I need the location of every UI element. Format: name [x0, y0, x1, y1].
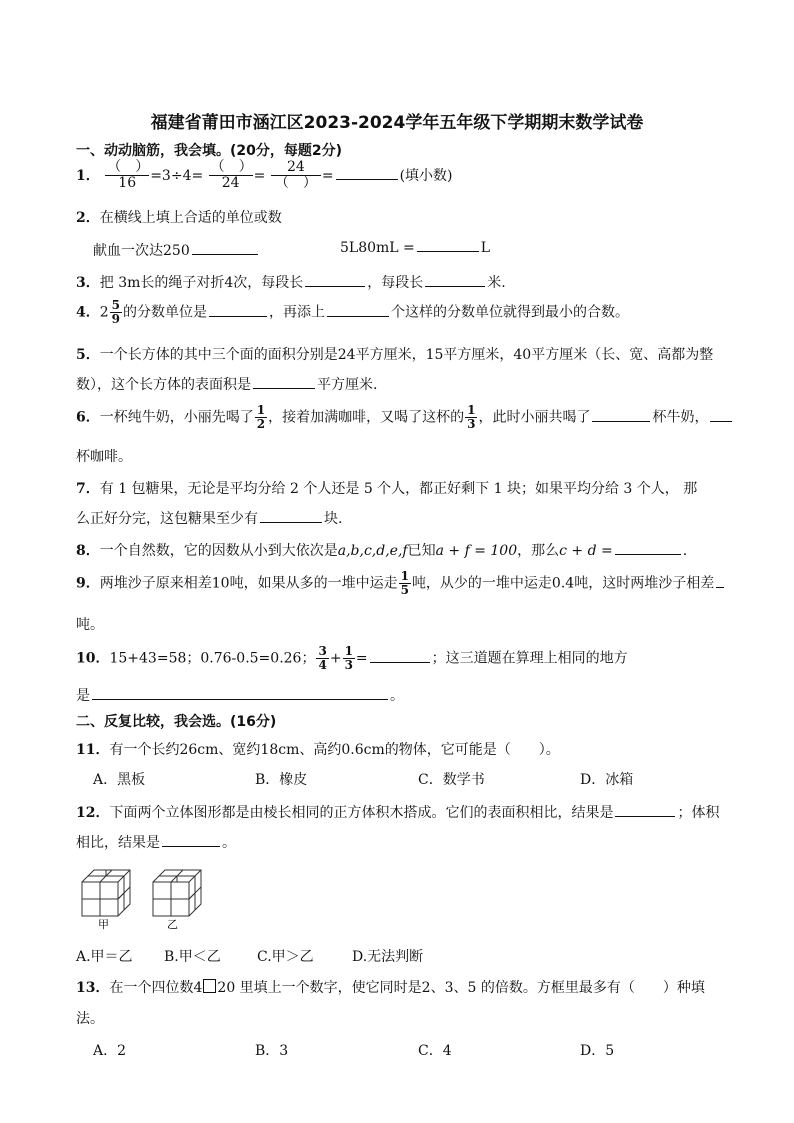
choice-option[interactable]: C．数学书: [418, 772, 485, 788]
mixed-number-whole: 2: [99, 304, 109, 321]
question-5: [76, 344, 713, 364]
choice-option[interactable]: D．冰箱: [580, 772, 634, 788]
answer-blank[interactable]: [162, 845, 220, 847]
answer-blank[interactable]: [253, 387, 315, 389]
question-13-line-2: [76, 1008, 104, 1028]
question-9: [76, 570, 726, 597]
question-text: 。: [390, 688, 404, 704]
question-9-line-2: [76, 614, 104, 634]
question-number: 10．: [76, 650, 110, 667]
equation-text: c + d =: [559, 543, 613, 559]
hint-text: (填小数): [399, 167, 453, 184]
question-text: ，接着加满咖啡，又喝了这杯的: [268, 409, 465, 426]
question-text: 在一个四位数4: [109, 980, 203, 996]
question-13: [76, 977, 705, 997]
operator: =: [355, 650, 368, 667]
question-text: 15+43=58；0.76-0.5=0.26；: [109, 650, 316, 667]
equation-text: =3÷4=: [150, 167, 204, 184]
question-number: 13．: [76, 980, 110, 996]
question-text: ，每段长: [367, 275, 424, 291]
question-4: [76, 299, 629, 326]
question-text: 是: [76, 688, 90, 704]
fraction: $\frac{1}{3}$: [344, 644, 353, 673]
question-text: 相比，结果是: [76, 835, 160, 851]
equation-text: =: [253, 167, 266, 184]
fraction: $\frac{( )}{16}$: [107, 159, 150, 192]
choice-option[interactable]: B．3: [255, 1043, 289, 1059]
answer-blank[interactable]: [592, 420, 650, 422]
choice-option[interactable]: B．橡皮: [255, 772, 308, 788]
question-5-line-2: [76, 374, 377, 394]
choice-option[interactable]: D.无法判断: [352, 949, 424, 965]
question-3: [76, 272, 506, 292]
question-2: [76, 207, 282, 227]
fraction: $\frac{3}{4}$: [318, 644, 327, 673]
question-text: 下面两个立体图形都是由棱长相同的正方体积木搭成。它们的表面积相比，结果是: [109, 805, 614, 821]
question-number: 6．: [76, 409, 100, 426]
answer-blank[interactable]: [92, 698, 388, 700]
fraction: $\frac{5}{9}$: [111, 298, 121, 327]
question-text: 已知: [407, 543, 436, 559]
answer-blank[interactable]: [417, 250, 479, 252]
question-12-line-2: [76, 832, 236, 852]
question-text: 有 1 包糖果，无论是平均分给 2 个人还是 5 个人，都正好剩下 1 块；如果平均分给 3 个人， 那: [99, 481, 698, 497]
section-heading: 一、动动脑筋，我会填。(20分，每题2分): [76, 143, 343, 159]
fraction: $\frac{24}{( )}$: [271, 160, 321, 192]
question-text: 有一个长约26cm、宽约18cm、高约0.6cm的物体，它可能是（ ）。: [109, 742, 560, 758]
question-2-part-b: [340, 240, 490, 256]
answer-blank[interactable]: [615, 553, 681, 555]
question-text: 把 3m长的绳子对折4次，每段长: [99, 275, 304, 291]
question-text: 块.: [324, 511, 343, 527]
question-text: 的分数单位是: [123, 304, 208, 321]
question-text: 杯咖啡。: [76, 449, 132, 465]
question-6-line-2: [76, 446, 132, 466]
choice-option[interactable]: B.甲＜乙: [164, 949, 221, 965]
question-text: ；体积: [677, 805, 720, 821]
choice-option[interactable]: C．4: [418, 1043, 452, 1059]
question-number: 5．: [76, 347, 100, 363]
question-text: 一个长方体的其中三个面的面积分别是24平方厘米，15平方厘米，40平方厘米（长、宽、高都为整: [99, 347, 714, 363]
cube-figure-a: [78, 862, 138, 932]
answer-blank[interactable]: [716, 586, 724, 588]
question-text: ，那么: [517, 543, 560, 559]
answer-blank[interactable]: [425, 285, 485, 287]
exam-title: 福建省莆田市涵江区2023-2024学年五年级下学期期末数学试卷: [150, 113, 644, 133]
question-text: 杯牛奶，: [652, 409, 709, 426]
unit-text: L: [480, 240, 491, 256]
fraction: $\frac{1}{3}$: [467, 403, 476, 432]
question-number: 2．: [76, 210, 100, 226]
question-number: 8．: [76, 543, 100, 559]
question-text: 20 里填上一个数字，使它同时是2、3、5 的倍数。方框里最多有（ ）种填: [217, 980, 705, 996]
choice-option[interactable]: A．黑板: [93, 772, 146, 788]
digit-box-icon: [203, 979, 216, 993]
fraction: $\frac{1}{2}$: [256, 403, 266, 432]
question-number: 3．: [76, 275, 100, 291]
question-text: 吨。: [76, 617, 104, 633]
answer-blank[interactable]: [192, 253, 258, 255]
cube-figure-b: [149, 862, 209, 932]
variables-text: a,b,c,d,e,f: [337, 543, 408, 559]
question-text: .: [682, 543, 688, 559]
question-7-line-2: [76, 508, 342, 528]
question-text: ，再添上: [269, 304, 326, 321]
question-11: [76, 739, 560, 759]
section-heading: 二、反复比较，我会选。(16分): [76, 714, 277, 730]
answer-blank[interactable]: [260, 521, 322, 523]
operator: +: [329, 650, 342, 667]
question-text: 平方厘米.: [317, 377, 378, 393]
question-number: 7．: [76, 481, 100, 497]
question-10-line-2: [76, 685, 404, 705]
choice-option[interactable]: A.甲＝乙: [76, 949, 133, 965]
question-1: [76, 160, 453, 192]
question-2-part-a: [93, 240, 260, 260]
fraction: $\frac{1}{5}$: [400, 569, 409, 598]
question-text: ，此时小丽共喝了: [478, 409, 591, 426]
answer-blank[interactable]: [305, 285, 365, 287]
question-6: [76, 404, 734, 431]
question-text: 在横线上填上合适的单位或数: [99, 210, 282, 226]
answer-blank[interactable]: [370, 661, 430, 663]
figure-label-b: 乙: [167, 918, 178, 931]
question-text: 5L80mL =: [340, 240, 415, 256]
question-8: [76, 540, 687, 560]
question-number: 11．: [76, 742, 110, 758]
question-text: 两堆沙子原来相差10吨，如果从多的一堆中运走: [99, 575, 398, 592]
equation-text: =: [321, 167, 334, 184]
question-text: 法。: [76, 1011, 104, 1027]
question-number: 1．: [76, 167, 100, 184]
choice-option[interactable]: A．2: [93, 1043, 127, 1059]
fraction: $\frac{( )}{24}$: [210, 159, 253, 192]
question-text: 米.: [487, 275, 506, 291]
answer-blank[interactable]: [336, 178, 398, 180]
question-10: [76, 645, 628, 672]
question-text: 么正好分完，这包糖果至少有: [76, 511, 258, 527]
question-7: [76, 478, 697, 498]
answer-blank[interactable]: [327, 315, 389, 317]
question-text: 吨，从少的一堆中运走0.4吨，这时两堆沙子相差: [411, 575, 715, 592]
question-text: 。: [222, 835, 236, 851]
question-number: 12．: [76, 805, 110, 821]
answer-blank[interactable]: [209, 315, 267, 317]
question-text: 个这样的分数单位就得到最小的合数。: [391, 304, 630, 321]
question-number: 9．: [76, 575, 100, 592]
answer-blank[interactable]: [710, 420, 732, 422]
question-text: 献血一次达250: [93, 243, 190, 259]
choice-option[interactable]: D．5: [580, 1043, 615, 1059]
choice-option[interactable]: C.甲＞乙: [257, 949, 314, 965]
figure-label-a: 甲: [98, 918, 109, 931]
answer-blank[interactable]: [615, 815, 675, 817]
question-text: 数），这个长方体的表面积是: [76, 377, 251, 393]
equation-text: a + f = 100: [435, 543, 518, 559]
question-text: ；这三道题在算理上相同的地方: [431, 650, 628, 667]
question-12: [76, 802, 719, 822]
question-number: 4．: [76, 304, 100, 321]
question-text: 一个自然数，它的因数从小到大依次是: [99, 543, 338, 559]
question-text: 一杯纯牛奶，小丽先喝了: [99, 409, 254, 426]
